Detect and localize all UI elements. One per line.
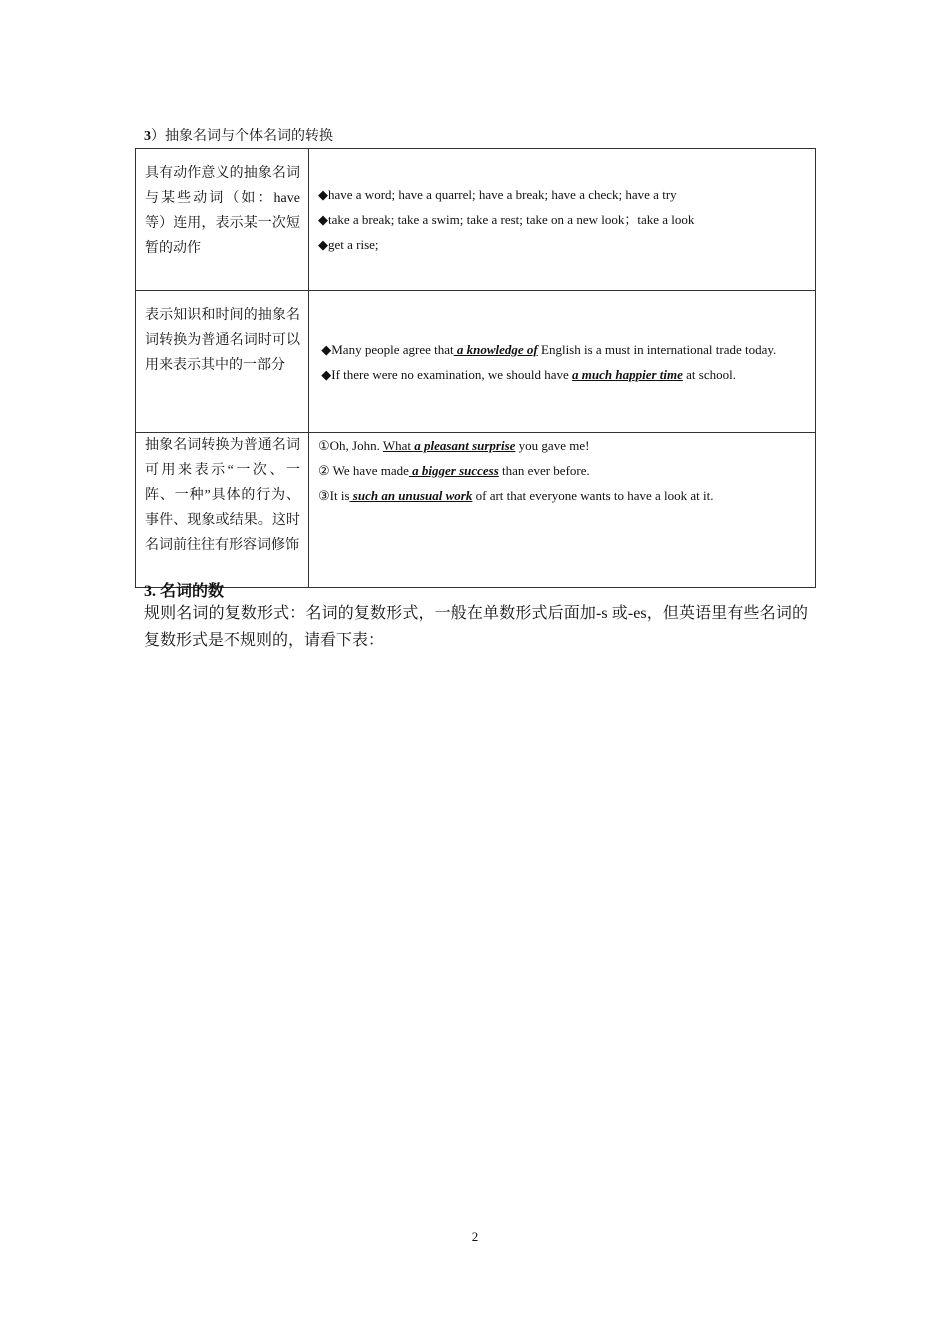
example-line: ③It is such an unusual work of art that everyone wants to have a look at it. <box>318 488 714 503</box>
example-line: ◆have a word; have a quarrel; have a break; have a check; have a try <box>318 187 677 202</box>
section-title: 3. 名词的数 <box>144 583 225 600</box>
table-row <box>136 149 816 291</box>
highlighted-phrase: a much happier time <box>572 366 683 382</box>
subsection-number: 3 <box>144 129 151 144</box>
subsection-title: ）抽象名词与个体名词的转换 <box>151 129 333 144</box>
table-row <box>136 291 816 433</box>
example-cell <box>309 149 816 291</box>
rule-description: 表示知识和时间的抽象名词转换为普通名词时可以用来表示其中的一部分 <box>136 291 309 433</box>
grammar-table <box>135 148 816 588</box>
rule-description: 具有动作意义的抽象名词与某些动词（如：have等）连用，表示某一次短暂的动作 <box>136 149 309 291</box>
highlighted-phrase: a knowledge of <box>453 341 538 357</box>
table-row <box>136 433 816 588</box>
highlighted-phrase: a bigger success <box>408 463 499 478</box>
example-line: ①Oh, John. What a pleasant surprise you gave me! <box>318 438 590 453</box>
example-cell <box>309 433 816 588</box>
highlighted-phrase: such an unusual work <box>349 488 473 503</box>
example-line: ◆take a break; take a swim; take a rest; take on a new look；take a look <box>318 212 695 227</box>
subsection-heading <box>144 125 333 145</box>
example-cell <box>309 291 816 433</box>
rule-description: 抽象名词转换为普通名词可用来表示“一次、一阵、一种”具体的行为、事件、现象或结果。这时名词前往往有形容词修饰 <box>136 433 309 588</box>
page-number: 2 <box>471 1229 479 1244</box>
example-line: ◆Many people agree that a knowledge of English is a must in international trade today. <box>321 341 777 357</box>
section-paragraph: 规则名词的复数形式：名词的复数形式，一般在单数形式后面加-s 或-es，但英语里有些名词的复数形式是不规则的，请看下表： <box>144 605 808 649</box>
example-line: ◆If there were no examination, we should have a much happier time at school. <box>321 366 736 382</box>
example-line: ② We have made a bigger success than ever before. <box>318 463 590 478</box>
highlighted-phrase: a pleasant surprise <box>414 438 516 453</box>
example-line: ◆get a rise; <box>318 237 379 252</box>
